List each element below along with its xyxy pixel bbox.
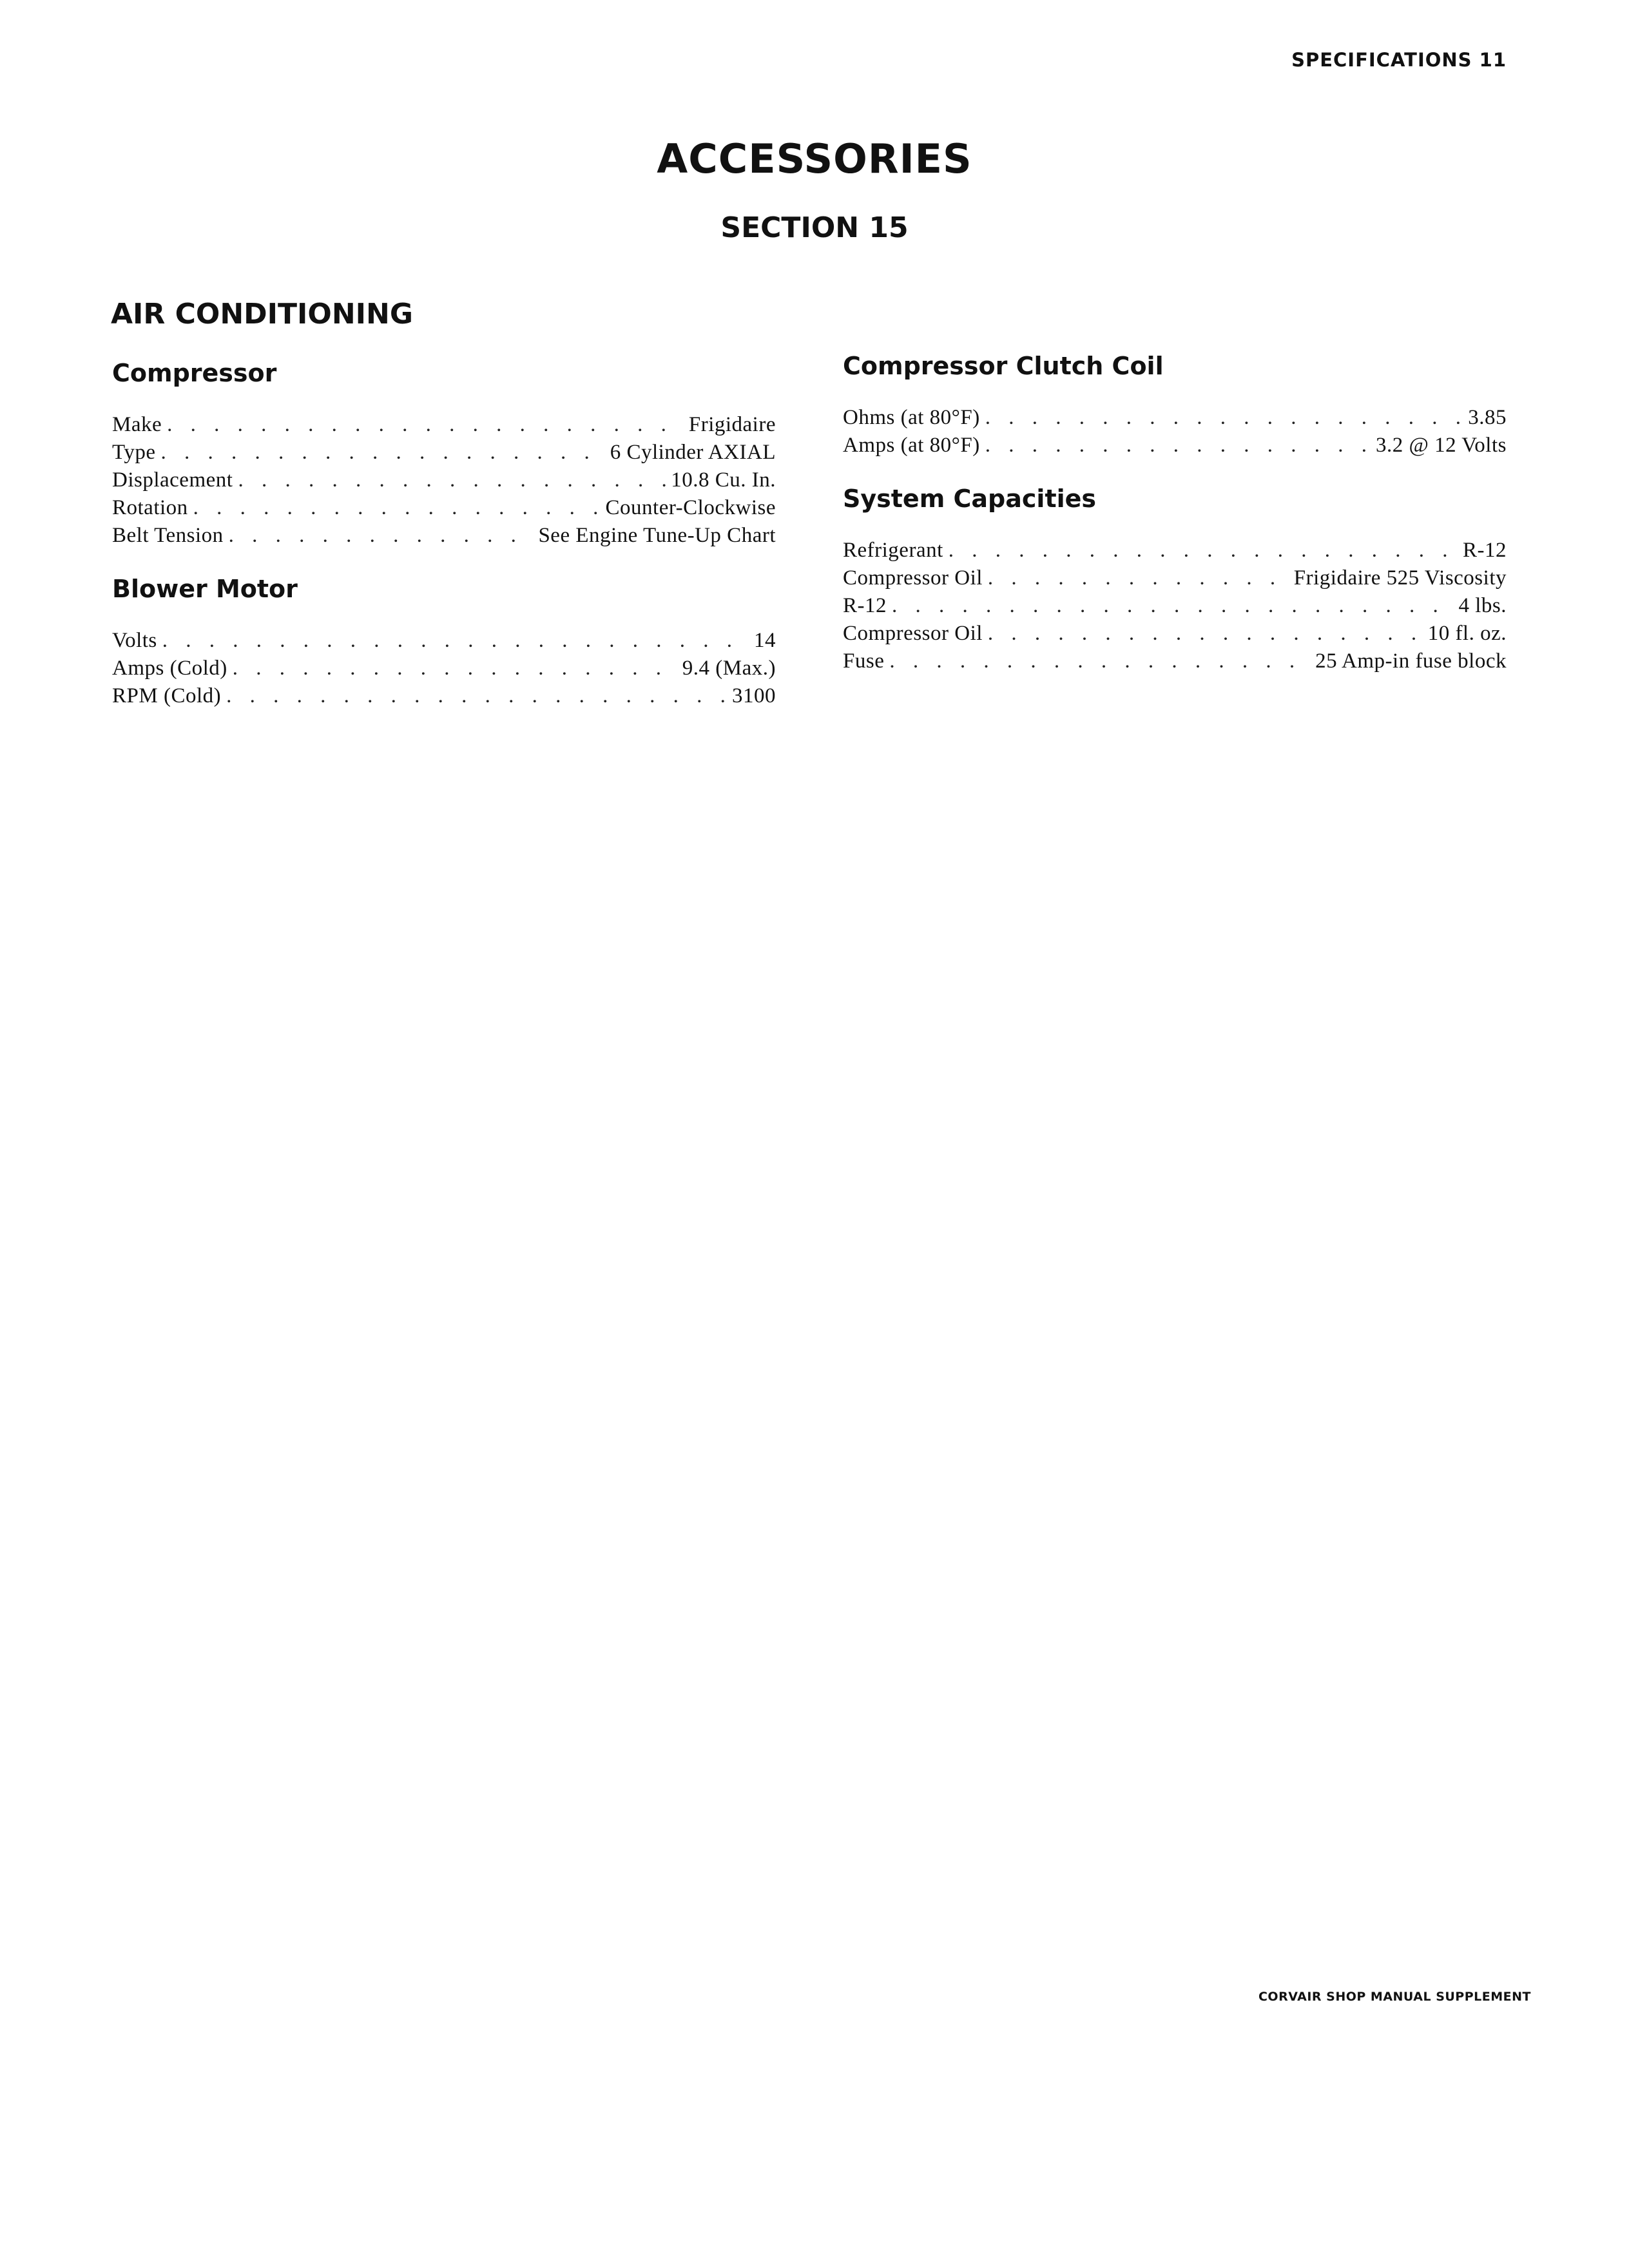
spec-value: See Engine Tune-Up Chart <box>538 524 776 547</box>
leader-dots <box>985 404 1463 432</box>
spec-label: Rotation <box>112 496 188 519</box>
spec-row <box>112 522 776 550</box>
spec-value: 3100 <box>732 684 776 707</box>
spec-row <box>112 627 776 655</box>
spec-label: Amps (Cold) <box>112 657 227 680</box>
spec-row <box>843 620 1507 648</box>
leader-dots <box>892 592 1453 620</box>
spec-label: R-12 <box>843 594 887 617</box>
section-title: SECTION 15 <box>720 211 909 244</box>
leader-dots <box>889 648 1310 675</box>
spec-value: 6 Cylinder AXIAL <box>610 441 776 464</box>
clutch-coil-spec-list <box>843 404 1507 459</box>
leader-dots <box>949 537 1458 564</box>
spec-row <box>112 655 776 682</box>
spec-value: 14 <box>754 629 776 652</box>
spec-label: Amps (at 80°F) <box>843 434 980 457</box>
spec-row <box>112 411 776 439</box>
spec-label: Compressor Oil <box>843 622 983 645</box>
spec-label: Make <box>112 413 162 436</box>
spec-value: Frigidaire 525 Viscosity <box>1293 566 1507 590</box>
leader-dots <box>985 432 1371 459</box>
spec-value: 10 fl. oz. <box>1427 622 1507 645</box>
spec-label: Ohms (at 80°F) <box>843 406 980 429</box>
air-conditioning-heading: AIR CONDITIONING <box>111 298 413 331</box>
spec-label: Fuse <box>843 649 885 673</box>
compressor-heading: Compressor <box>112 359 277 387</box>
spec-row <box>112 682 776 710</box>
spec-row <box>112 439 776 466</box>
blower-motor-heading: Blower Motor <box>112 575 298 603</box>
spec-label: Refrigerant <box>843 539 943 562</box>
footer-text: CORVAIR SHOP MANUAL SUPPLEMENT <box>1258 1990 1531 2004</box>
spec-value: 9.4 (Max.) <box>682 657 776 680</box>
spec-value: 10.8 Cu. In. <box>671 468 776 492</box>
spec-label: RPM (Cold) <box>112 684 222 707</box>
left-column <box>112 358 776 735</box>
spec-label: Volts <box>112 629 157 652</box>
running-head: SPECIFICATIONS 11 <box>1291 49 1507 71</box>
clutch-coil-heading: Compressor Clutch Coil <box>843 352 1164 380</box>
leader-dots <box>226 682 727 710</box>
spec-value: R-12 <box>1463 539 1507 562</box>
spec-row <box>843 564 1507 592</box>
system-capacities-spec-list <box>843 537 1507 675</box>
spec-label: Compressor Oil <box>843 566 983 590</box>
spec-value: 25 Amp-in fuse block <box>1315 649 1507 673</box>
spec-row <box>843 432 1507 459</box>
leader-dots <box>988 564 1289 592</box>
spec-label: Type <box>112 441 156 464</box>
spec-value: Frigidaire <box>688 413 776 436</box>
blower-motor-spec-list <box>112 627 776 710</box>
spec-row <box>843 404 1507 432</box>
right-column <box>843 351 1507 700</box>
leader-dots <box>229 522 534 550</box>
spec-label: Belt Tension <box>112 524 224 547</box>
page-title: ACCESSORIES <box>657 135 972 182</box>
leader-dots <box>193 494 601 522</box>
spec-value: 3.85 <box>1468 406 1507 429</box>
spec-row <box>112 494 776 522</box>
leader-dots <box>988 620 1423 648</box>
spec-row <box>843 592 1507 620</box>
leader-dots <box>161 439 605 466</box>
spec-value: 3.2 @ 12 Volts <box>1375 434 1507 457</box>
spec-row <box>843 648 1507 675</box>
spec-row <box>843 537 1507 564</box>
leader-dots <box>162 627 749 655</box>
leader-dots <box>167 411 684 439</box>
spec-label: Displacement <box>112 468 233 492</box>
leader-dots <box>233 655 677 682</box>
spec-row <box>112 466 776 494</box>
spec-value: 4 lbs. <box>1458 594 1507 617</box>
compressor-spec-list <box>112 411 776 550</box>
spec-value: Counter-Clockwise <box>605 496 776 519</box>
leader-dots <box>238 466 666 494</box>
system-capacities-heading: System Capacities <box>843 485 1097 513</box>
